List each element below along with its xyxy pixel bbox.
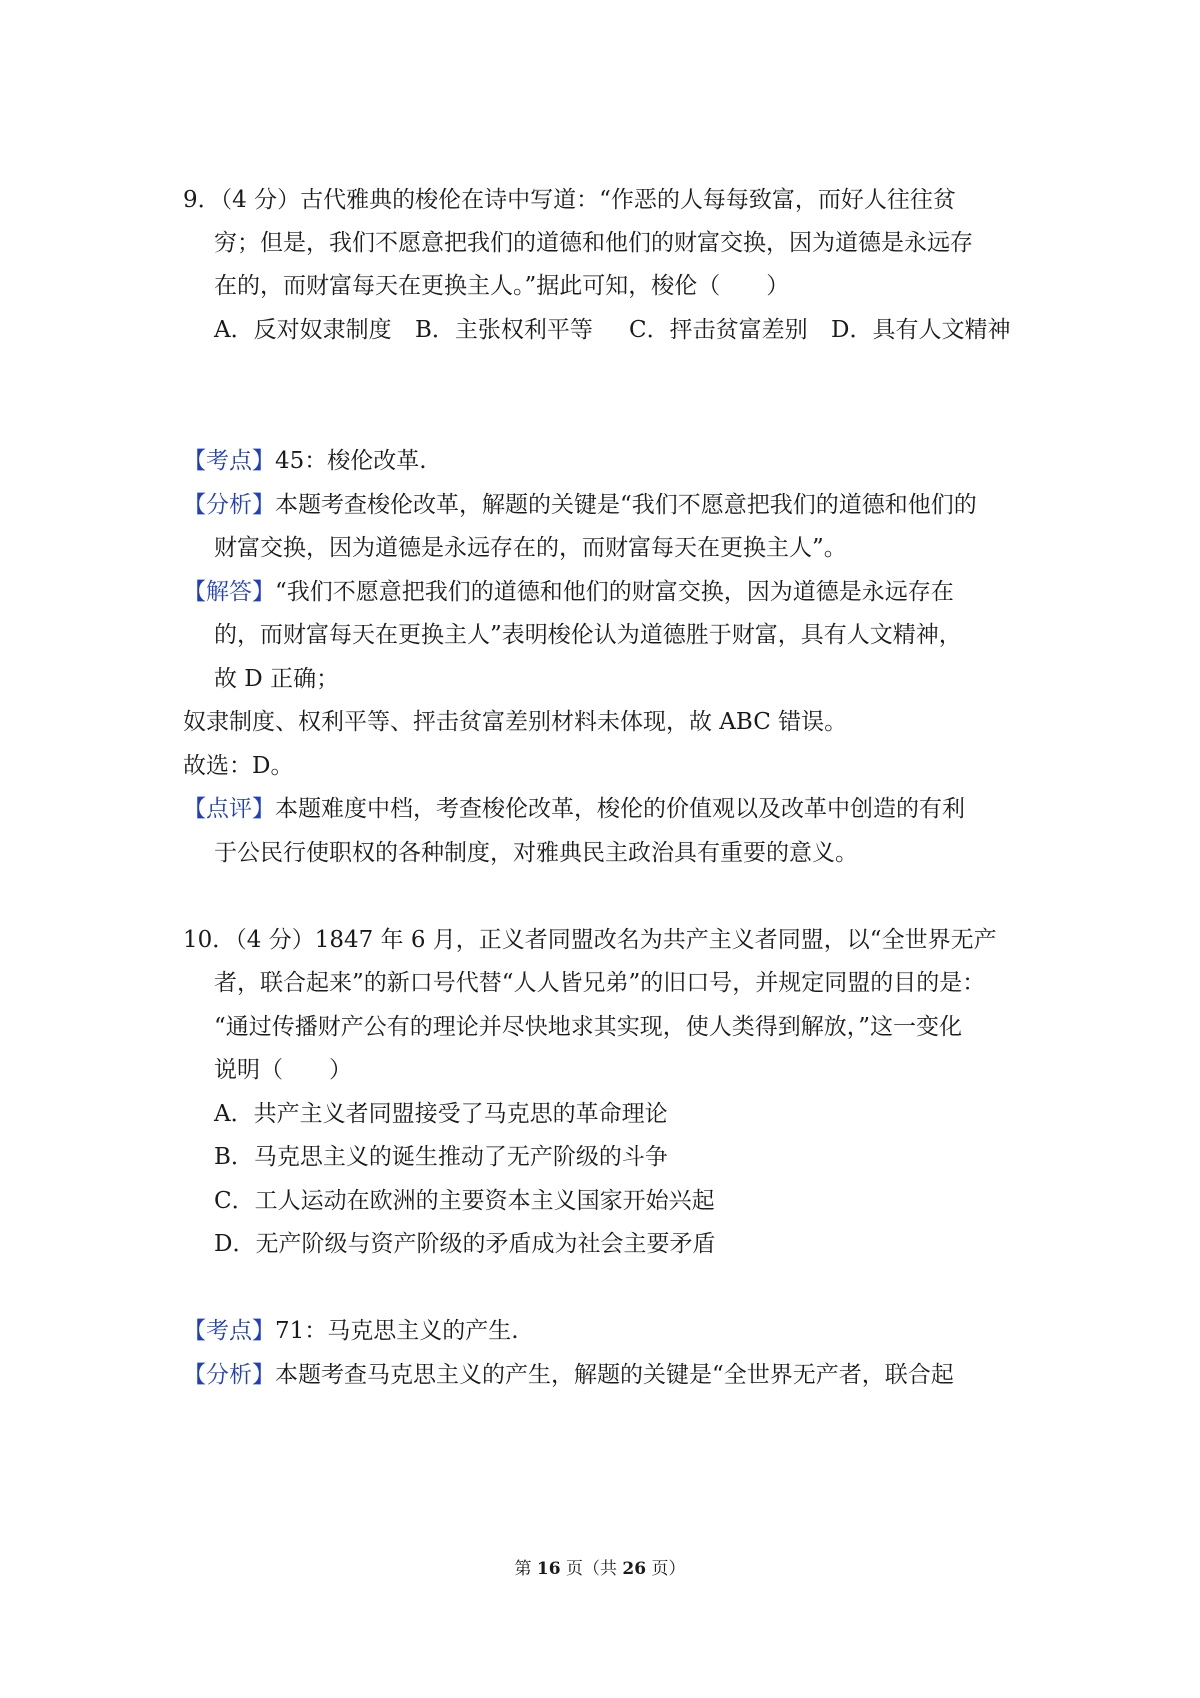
jieda-tag: 【解答】 [183, 579, 275, 605]
fenxi-tag: 【分析】 [183, 1362, 275, 1388]
q9-fenxi [183, 490, 977, 520]
q9-stem-line-1: 9．（4 分）古代雅典的梭伦在诗中写道：“作恶的人每每致富，而好人往往贫 [183, 187, 956, 213]
kaodian-text: 71：马克思主义的产生. [275, 1318, 519, 1344]
q10-kaodian [183, 1316, 519, 1346]
q10-option-b: B．马克思主义的诞生推动了无产阶级的斗争 [214, 1144, 668, 1170]
q10-option-d: D．无产阶级与资产阶级的矛盾成为社会主要矛盾 [214, 1231, 716, 1257]
fenxi-line-1: 本题考查马克思主义的产生，解题的关键是“全世界无产者，联合起 [275, 1362, 954, 1388]
q9-jieda-line-2: 的，而财富每天在更换主人”表明梭伦认为道德胜于财富，具有人文精神， [214, 622, 962, 648]
q9-dianping [183, 794, 965, 824]
q9-jieda-extra-2: 故选：D。 [183, 753, 294, 779]
kaodian-text: 45：梭伦改革. [275, 448, 427, 474]
q9-dianping-line-2: 于公民行使职权的各种制度，对雅典民主政治具有重要的意义。 [214, 840, 858, 866]
dianping-tag: 【点评】 [183, 796, 275, 822]
jieda-line-1: “我们不愿意把我们的道德和他们的财富交换，因为道德是永远存在 [275, 579, 954, 605]
q10-stem-line-2: 者，联合起来”的新口号代替“人人皆兄弟”的旧口号，并规定同盟的目的是： [214, 970, 986, 996]
footer-total-pages: 26 [622, 1559, 647, 1579]
footer-prefix: 第 [514, 1559, 537, 1579]
footer-page-number: 16 [536, 1559, 561, 1579]
q10-stem-line-1: 10．（4 分）1847 年 6 月，正义者同盟改名为共产主义者同盟，以“全世界无产 [183, 927, 997, 953]
q9-stem-line-2: 穷；但是，我们不愿意把我们的道德和他们的财富交换，因为道德是永远存 [214, 230, 973, 256]
q9-option-b: B．主张权利平等 [415, 317, 593, 343]
kaodian-tag: 【考点】 [183, 448, 275, 474]
q9-option-d: D．具有人文精神 [831, 317, 1011, 343]
q9-option-a: A．反对奴隶制度 [214, 317, 392, 343]
fenxi-line-1: 本题考查梭伦改革，解题的关键是“我们不愿意把我们的道德和他们的 [275, 492, 977, 518]
q9-stem-line-3: 在的，而财富每天在更换主人。”据此可知，梭伦（ ） [214, 273, 790, 299]
footer-suffix: 页） [646, 1559, 686, 1579]
q10-option-a: A．共产主义者同盟接受了马克思的革命理论 [214, 1101, 668, 1127]
dianping-line-1: 本题难度中档，考查梭伦改革，梭伦的价值观以及改革中创造的有利 [275, 796, 965, 822]
fenxi-tag: 【分析】 [183, 492, 275, 518]
q9-jieda [183, 577, 954, 607]
q10-fenxi [183, 1360, 954, 1390]
q9-fenxi-line-2: 财富交换，因为道德是永远存在的，而财富每天在更换主人”。 [214, 535, 847, 561]
footer-mid: 页（共 [560, 1559, 623, 1579]
q10-stem-line-4: 说明（ ） [214, 1057, 352, 1083]
q10-option-c: C．工人运动在欧洲的主要资本主义国家开始兴起 [214, 1188, 715, 1214]
q9-kaodian [183, 446, 427, 476]
q9-option-c: C．抨击贫富差别 [629, 317, 808, 343]
kaodian-tag: 【考点】 [183, 1318, 275, 1344]
q10-stem-line-3: “通过传播财产公有的理论并尽快地求其实现，使人类得到解放，”这一变化 [214, 1014, 963, 1040]
q9-jieda-line-3: 故 D 正确； [214, 666, 340, 692]
q9-jieda-extra-1: 奴隶制度、权利平等、抨击贫富差别材料未体现，故 ABC 错误。 [183, 709, 848, 735]
page-footer [0, 1557, 1200, 1581]
